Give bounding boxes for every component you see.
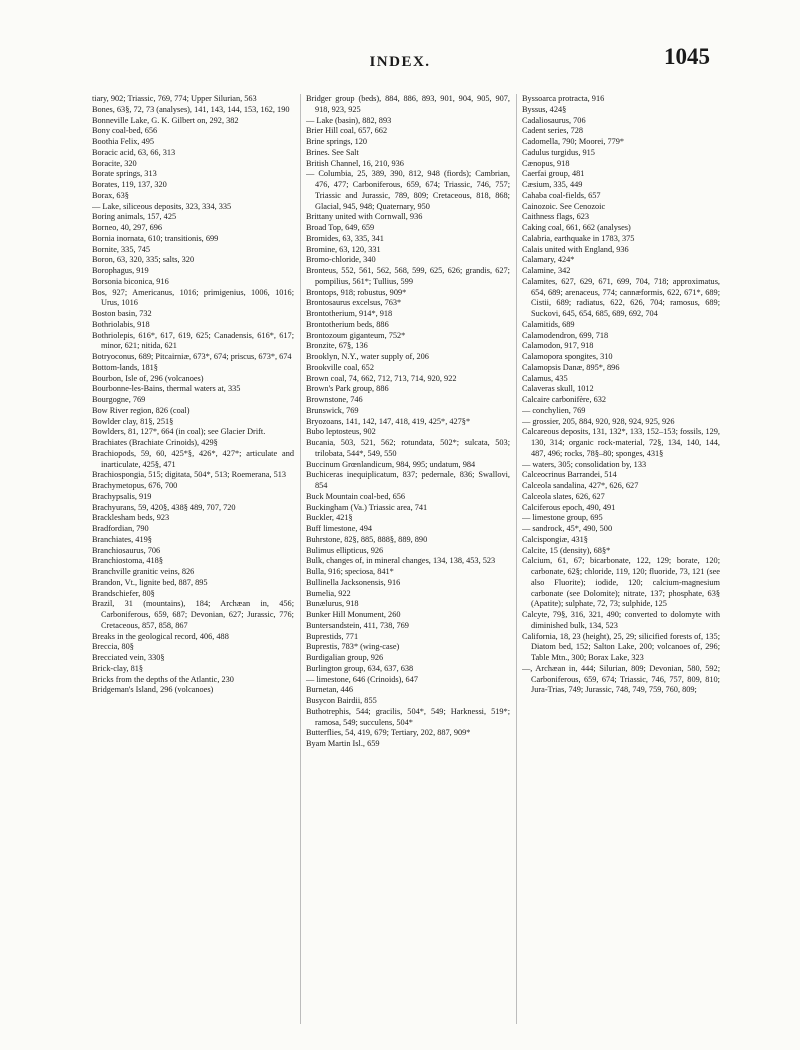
index-entry: Caking coal, 661, 662 (analyses) — [522, 223, 631, 232]
index-entry: Boring animals, 157, 425 — [92, 212, 177, 222]
index-entry: Busycon Bairdii, 855 — [306, 696, 377, 705]
index-entry: Calamopsis Danæ, 895*, 896 — [522, 362, 620, 372]
index-entry: Brandon, Vt., lignite bed, 887, 895 — [92, 577, 208, 587]
index-entry: Brontosaurus excelsus, 763* — [306, 298, 402, 308]
index-entry: Buchiceras inequiplicatum, 837; pedernale, 836; Swallovi, 854 — [306, 470, 510, 490]
index-entry: Boothia Felix, 495 — [92, 137, 154, 146]
index-entry: —, Archæan in, 444; Silurian, 809; Devonian, 580, 592; Carboniferous, 659, 674; Triassic, 746, 757, 809, 810; Jura-Trias, 749; Jurassic, 748, 749, 759, 760, 809; — [522, 663, 720, 695]
index-entry: Brown's Park group, 886 — [306, 384, 389, 394]
index-entry: Borneo, 40, 297, 696 — [92, 223, 163, 232]
index-entry: Boracic acid, 63, 66, 313 — [92, 147, 176, 157]
index-entry: Brownstone, 746 — [306, 395, 363, 404]
index-entry: Calcium, 61, 67; bicarbonate, 122, 129; borate, 120; carbonate, 62§; chloride, 119, 120; fluoride, 73, 121 (see also Fluorite); iodide, 120; calcium-magnesium carbonate (see Dolomite); nitrate, 137; phosphate, 63§ (Apatite); sulphate, 72, 73; sulphide, 125 — [522, 556, 720, 609]
index-entry: Calceocrinus Barrandei, 514 — [522, 470, 617, 480]
index-entry: Calcispongiæ, 431§ — [522, 534, 588, 544]
index-column-2 — [306, 94, 510, 1034]
index-entry: Caerfai group, 481 — [522, 169, 585, 179]
index-entry: Bronzite, 67§, 136 — [306, 341, 368, 351]
index-entry: Brookville coal, 652 — [306, 362, 374, 372]
index-entry: Cainozoic. See Cenozoic — [522, 201, 606, 211]
index-entry: Caithness flags, 623 — [522, 212, 590, 222]
index-entry: Boracite, 320 — [92, 158, 137, 168]
index-entry: Buff limestone, 494 — [306, 524, 372, 533]
index-entry: Bullinella Jacksonensis, 916 — [306, 577, 401, 587]
index-entry: Bony coal-bed, 656 — [92, 126, 158, 136]
index-entry: Bottom-lands, 181§ — [92, 362, 158, 372]
index-entry: Borate springs, 313 — [92, 169, 157, 179]
index-entry: Buccinum Grœnlandicum, 984, 995; undatum, 984 — [306, 459, 476, 469]
index-entry: Burlington group, 634, 637, 638 — [306, 663, 414, 673]
index-entry: Bunælurus, 918 — [306, 599, 359, 609]
index-entry: — Lake, siliceous deposits, 323, 334, 335 — [92, 201, 232, 211]
index-entry: Calamopora spongites, 310 — [522, 352, 613, 361]
index-entry: Calamine, 342 — [522, 266, 571, 275]
index-entry: Bumelia, 922 — [306, 588, 351, 598]
index-entry: Brachiates (Brachiate Crinoids), 429§ — [92, 438, 218, 447]
index-entry: Bridgeman's Island, 296 (volcanoes) — [92, 685, 214, 695]
index-entry: Calamodon, 917, 918 — [522, 341, 594, 351]
page-number: 1045 — [664, 44, 710, 69]
index-entry: Borates, 119, 137, 320 — [92, 180, 167, 189]
index-entry: Bronteus, 552, 561, 562, 568, 599, 625, 626; grandis, 627; pompilius, 561*; Tullius, 599 — [306, 266, 510, 286]
index-entry: Brontotherium beds, 886 — [306, 319, 389, 329]
index-entry: Bromo-chloride, 340 — [306, 255, 376, 265]
index-entry: Bricks from the depths of the Atlantic, 230 — [92, 674, 234, 684]
index-entry: Branchiates, 419§ — [92, 534, 152, 544]
index-entry: Brachiopods, 59, 60, 425*§, 426*, 427*; articulate and inarticulate, 425§, 471 — [92, 448, 294, 469]
index-entry: Brecciated vein, 330§ — [92, 653, 165, 662]
index-entry: Calais united with England, 936 — [522, 244, 629, 254]
index-entry: — sandrock, 45*, 490, 500 — [522, 524, 613, 533]
index-entry: Calcyte, 79§, 316, 321, 490; converted to dolomyte with diminished bulk, 134, 523 — [522, 610, 720, 630]
index-entry: Bryozoans, 141, 142, 147, 418, 419, 425*, 427§* — [306, 416, 471, 426]
index-entry: Bromides, 63, 335, 341 — [306, 233, 384, 243]
index-entry: Bourbon, Isle of, 296 (volcanoes) — [92, 373, 204, 383]
index-entry: Brachiospongia, 515; digitata, 504*, 513; Roemerana, 513 — [92, 470, 287, 480]
index-entry: Calamus, 435 — [522, 373, 568, 383]
index-entry: tiary, 902; Triassic, 769, 774; Upper Silurian, 563 — [92, 94, 257, 103]
index-entry: — Lake (basin), 882, 893 — [306, 115, 392, 125]
index-entry: Calciferous epoch, 490, 491 — [522, 502, 616, 512]
index-entry: Buckler, 421§ — [306, 513, 353, 523]
index-entry: Bourbonne-les-Bains, thermal waters at, 335 — [92, 384, 241, 394]
index-entry: Buprestids, 771 — [306, 631, 359, 641]
index-entry: Boron, 63, 320, 335; salts, 320 — [92, 255, 195, 265]
index-entry: Borophagus, 919 — [92, 266, 149, 275]
index-entry: Calceola sandalina, 427*, 626, 627 — [522, 481, 639, 490]
index-entry: Branchville granitic veins, 826 — [92, 567, 195, 576]
index-entry: Bos, 927; Americanus, 1016; primigenius, 1006, 1016; Urus, 1016 — [92, 287, 294, 308]
index-entry: Bornia inornata, 610; transitionis, 699 — [92, 233, 219, 243]
index-entry: Buntersandstein, 411, 738, 769 — [306, 620, 409, 630]
index-column-3 — [522, 94, 720, 1034]
index-entry: Brier Hill coal, 657, 662 — [306, 126, 388, 136]
index-entry: Brines. See Salt — [306, 147, 359, 157]
index-entry: Brown coal, 74, 662, 712, 713, 714, 920, 922 — [306, 373, 457, 383]
index-entry: Bradfordian, 790 — [92, 524, 149, 533]
index-entry: — Columbia, 25, 389, 390, 812, 948 (fiords); Cambrian, 476, 477; Carboniferous, 659, 674; Triassic, 746, 757; Triassic and Jurassic, 789, 809; Cretaceous, 818, 868; Glacial, 945, 948; Quaternary, 950 — [306, 169, 510, 211]
index-entry: Brittany united with Cornwall, 936 — [306, 212, 423, 222]
index-entry: Calceola slates, 626, 627 — [522, 491, 605, 501]
index-entry: Branchiosaurus, 706 — [92, 545, 161, 555]
index-entry: Borax, 63§ — [92, 190, 129, 200]
index-entry: Brontops, 918; robustus, 909* — [306, 287, 407, 297]
index-entry: Breccia, 80§ — [92, 642, 134, 652]
index-entry: Cadaliosaurus, 706 — [522, 115, 586, 125]
index-entry: Calamites, 627, 629, 671, 699, 704, 718; approximatus, 654, 689; arenaceus, 774; cannæformis, 622, 671*, 689; Cistii, 689; radiatus, 622, 626, 704; ramosus, 689; Suckovi, 645, 654, 685, 689, 692, 704 — [522, 276, 720, 318]
index-entry: Bracklesham beds, 923 — [92, 513, 170, 523]
index-entry: Botryoconus, 689; Pitcairniæ, 673*, 674; priscus, 673*, 674 — [92, 352, 292, 361]
index-entry: Calabria, earthquake in 1783, 375 — [522, 233, 635, 243]
index-entry: Brazil, 31 (mountains), 184; Archæan in, 456; Carboniferous, 659, 687; Devonian, 627; Jurassic, 776; Cretaceous, 857, 858, 867 — [92, 599, 294, 630]
index-entry: Calamitids, 689 — [522, 319, 575, 329]
index-entry: Byssus, 424§ — [522, 104, 567, 114]
index-entry: Bowlders, 81, 127*, 664 (in coal); see Glacier Drift. — [92, 427, 266, 437]
index-entry: Brick-clay, 81§ — [92, 663, 144, 673]
index-entry: Cadulus turgidus, 915 — [522, 147, 595, 157]
index-entry: Bowlder clay, 81§, 251§ — [92, 416, 174, 426]
index-entry: Buhrstone, 82§, 885, 888§, 889, 890 — [306, 534, 428, 544]
column-divider — [300, 94, 301, 1024]
index-entry: Boston basin, 732 — [92, 309, 152, 318]
index-entry: Branchiostoma, 418§ — [92, 556, 163, 566]
index-entry: Cænopus, 918 — [522, 158, 570, 168]
index-entry: Cahaba coal-fields, 657 — [522, 190, 601, 200]
index-entry: Byssoarca protracta, 916 — [522, 94, 605, 103]
index-entry: Calamary, 424* — [522, 255, 575, 265]
running-title: INDEX. — [369, 54, 431, 70]
index-entry: Brontotherium, 914*, 918 — [306, 309, 393, 318]
index-entry: Calcareous deposits, 131, 132*, 133, 152–153; fossils, 129, 130, 314; organic rock-material, 72§, 134, 140, 144, 487, 496; rocks, 78§–80; sponges, 431§ — [522, 427, 720, 458]
column-divider — [516, 94, 517, 1024]
index-entry: Buck Mountain coal-bed, 656 — [306, 491, 406, 501]
index-entry: Breaks in the geological record, 406, 488 — [92, 631, 229, 641]
index-entry: — limestone, 646 (Crinoids), 647 — [306, 674, 418, 684]
index-entry: Bridger group (beds), 884, 886, 893, 901, 904, 905, 907, 918, 923, 925 — [306, 94, 510, 114]
index-entry: Cadent series, 728 — [522, 126, 584, 136]
index-entry: Bulk, changes of, in mineral changes, 134, 138, 453, 523 — [306, 556, 496, 566]
index-entry: Bourgogne, 769 — [92, 395, 146, 404]
index-entry: Burnetan, 446 — [306, 685, 354, 695]
index-entry: — waters, 305; consolidation by, 133 — [522, 459, 647, 469]
index-entry: Buprestis, 783* (wing-case) — [306, 642, 400, 652]
index-entry: Butterflies, 54, 419, 679; Tertiary, 202, 887, 909* — [306, 728, 471, 738]
index-entry: — limestone group, 695 — [522, 513, 603, 523]
index-entry: Bromine, 63, 120, 331 — [306, 244, 381, 254]
index-entry: Byam Martin Isl., 659 — [306, 739, 380, 748]
index-entry: California, 18, 23 (height), 25, 29; silicified forests of, 135; Diatom bed, 152; Salton Lake, 200; volcanoes of, 296; Table Mtn., 300; Borax Lake, 323 — [522, 631, 720, 662]
index-entry: — conchylien, 769 — [522, 405, 586, 415]
index-entry: Cadomella, 790; Moorei, 779* — [522, 137, 625, 146]
index-entry: Cæsium, 335, 449 — [522, 180, 583, 189]
index-entry: Bornite, 335, 745 — [92, 244, 151, 254]
index-entry: Brontozoum giganteum, 752* — [306, 330, 406, 340]
index-entry: Brooklyn, N.Y., water supply of, 206 — [306, 352, 429, 361]
index-column-1 — [92, 94, 294, 1034]
index-entry: Calcite, 15 (density), 68§* — [522, 545, 611, 555]
index-entry: Buckingham (Va.) Triassic area, 741 — [306, 502, 428, 512]
index-entry: Bonneville Lake, G. K. Gilbert on, 292, 382 — [92, 115, 239, 125]
index-entry: Bulla, 916; speciosa, 841* — [306, 567, 394, 576]
index-entry: Borsonia biconica, 916 — [92, 276, 169, 286]
page-header — [0, 40, 800, 80]
index-entry: Bow River region, 826 (coal) — [92, 405, 190, 415]
index-entry: Brachypsalis, 919 — [92, 491, 152, 501]
index-entry: Calaveras skull, 1012 — [522, 384, 594, 394]
index-entry: Bulimus ellipticus, 926 — [306, 545, 384, 555]
index-entry: — grossier, 205, 884, 920, 928, 924, 925, 926 — [522, 416, 675, 426]
index-entry: Bubo leptosteus, 902 — [306, 427, 376, 437]
index-entry: Bucania, 503, 521, 562; rotundata, 502*; sulcata, 503; trilobata, 544*, 549, 550 — [306, 438, 510, 458]
index-columns — [92, 94, 720, 1034]
index-entry: Calamodendron, 699, 718 — [522, 330, 609, 340]
index-entry: Brunswick, 769 — [306, 405, 359, 415]
index-entry: Buthotrephis, 544; gracilis, 504*, 549; Harknessi, 519*; ramosa, 549; succulens, 504* — [306, 706, 510, 727]
index-entry: Brachymetopus, 676, 700 — [92, 481, 178, 490]
index-entry: Calcaire carbonifère, 632 — [522, 395, 607, 404]
index-entry: Burdigalian group, 926 — [306, 653, 384, 662]
index-entry: Bones, 63§, 72, 73 (analyses), 141, 143, 144, 153, 162, 190 — [92, 104, 290, 114]
index-entry: Bothriolabis, 918 — [92, 319, 150, 329]
index-entry: Broad Top, 649, 659 — [306, 223, 375, 232]
index-entry: Brachyurans, 59, 420§, 438§ 489, 707, 720 — [92, 502, 236, 512]
index-entry: British Channel, 16, 210, 936 — [306, 158, 404, 168]
index-entry: Brine springs, 120 — [306, 137, 368, 146]
index-entry: Bunker Hill Monument, 260 — [306, 610, 401, 619]
index-entry: Bothriolepis, 616*, 617, 619, 625; Canadensis, 616*, 617; minor, 621; nitida, 621 — [92, 330, 294, 351]
index-entry: Brandschiefer, 80§ — [92, 588, 155, 598]
